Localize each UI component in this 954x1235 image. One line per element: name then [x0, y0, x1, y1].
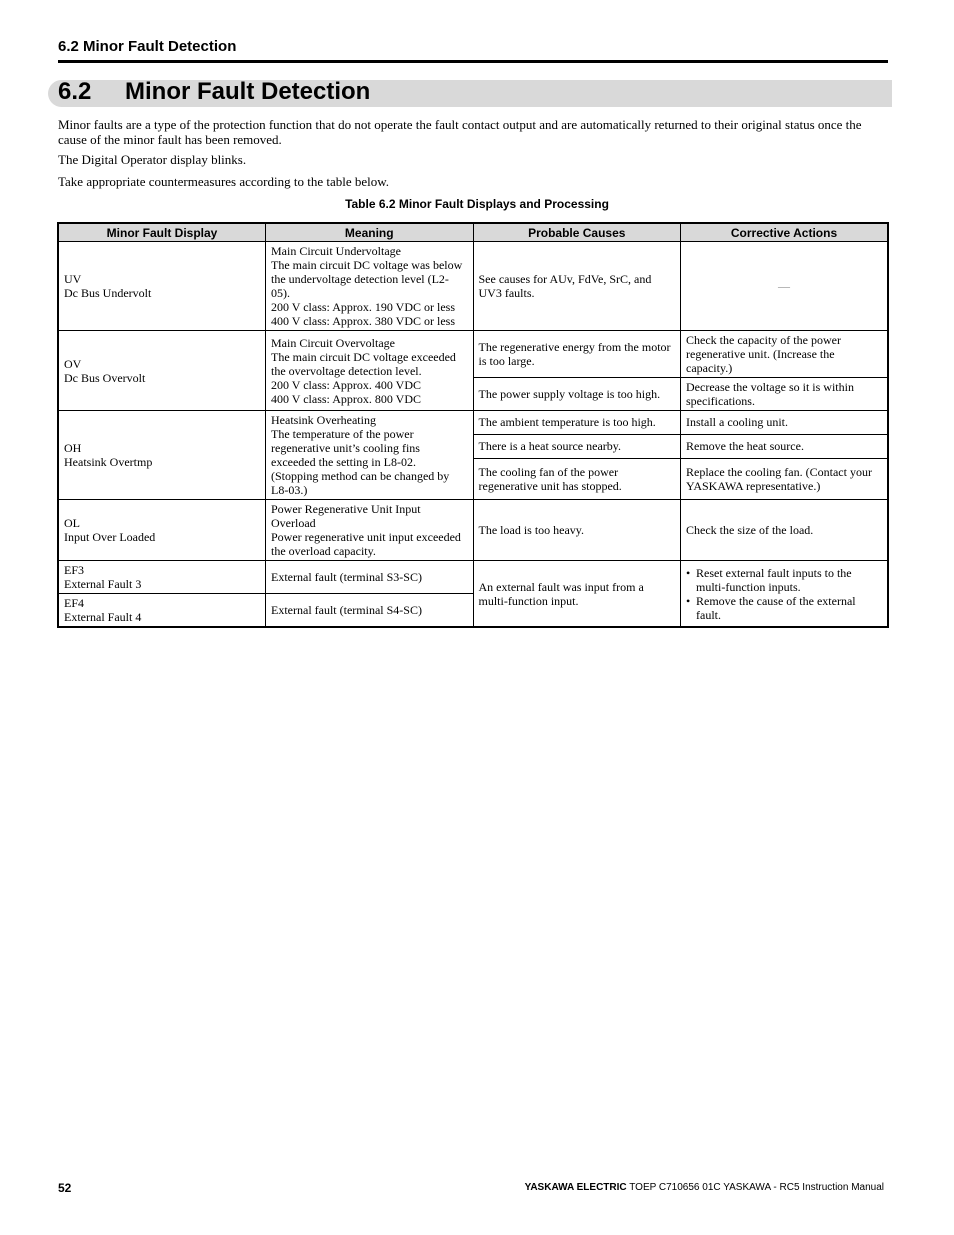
fault-display-uv: UV Dc Bus Undervolt	[58, 242, 266, 331]
table-row	[58, 500, 888, 561]
table-header-row	[58, 223, 888, 242]
table-row	[58, 561, 888, 594]
header-minor-fault-display: Minor Fault Display	[58, 223, 266, 242]
footer-brand: YASKAWA ELECTRIC	[524, 1182, 627, 1193]
list-item: • Remove the cause of the external fault.	[686, 594, 882, 622]
fault-display-ol: OL Input Over Loaded	[58, 500, 266, 561]
fault-action-oh-1: Install a cooling unit.	[681, 411, 889, 435]
fault-cause-oh-1: The ambient temperature is too high.	[473, 411, 681, 435]
header-rule	[58, 60, 888, 63]
display-paragraph: The Digital Operator display blinks.	[58, 152, 247, 167]
header-meaning: Meaning	[266, 223, 474, 242]
fault-cause-ef: An external fault was input from a multi-function input.	[473, 561, 681, 628]
fault-action-ef	[681, 561, 889, 628]
table-caption: Table 6.2 Minor Fault Displays and Processing	[345, 197, 609, 211]
fault-action-ov-2: Decrease the voltage so it is within specifications.	[681, 378, 889, 411]
header-probable-causes: Probable Causes	[473, 223, 681, 242]
section-title: Minor Fault Detection	[125, 78, 371, 105]
fault-display-ef4: EF4 External Fault 4	[58, 594, 266, 628]
table-row	[58, 242, 888, 331]
fault-action-ov-1: Check the capacity of the power regenerative unit. (Increase the capacity.)	[681, 331, 889, 378]
fault-meaning-ol: Power Regenerative Unit Input Overload Power regenerative unit input exceeded the overload capacity.	[266, 500, 474, 561]
table-row	[58, 331, 888, 378]
fault-display-ov: OV Dc Bus Overvolt	[58, 331, 266, 411]
fault-cause-uv: See causes for AUv, FdVe, SrC, and UV3 faults.	[473, 242, 681, 331]
fault-cause-ov-2: The power supply voltage is too high.	[473, 378, 681, 411]
intro-paragraph: Minor faults are a type of the protection function that do not operate the fault contact output and are automatically returned to their original status once the cause of the minor fault has been removed.	[58, 117, 862, 147]
fault-cause-oh-2: There is a heat source nearby.	[473, 434, 681, 458]
header-corrective-actions: Corrective Actions	[681, 223, 889, 242]
fault-meaning-ov: Main Circuit Overvoltage The main circuit DC voltage exceeded the overvoltage detection level. 200 V class: Approx. 400 VDC 400 V class: Approx. 800 VDC	[266, 331, 474, 411]
fault-action-oh-3: Replace the cooling fan. (Contact your YASKAWA representative.)	[681, 458, 889, 499]
fault-action-oh-2: Remove the heat source.	[681, 434, 889, 458]
fault-display-oh: OH Heatsink Overtmp	[58, 411, 266, 500]
section-number: 6.2	[58, 78, 92, 105]
fault-meaning-uv: Main Circuit Undervoltage The main circuit DC voltage was below the undervoltage detection level (L2-05). 200 V class: Approx. 190 VDC or less 400 V class: Approx. 380 VDC or less	[266, 242, 474, 331]
running-head: 6.2 Minor Fault Detection	[58, 38, 237, 55]
list-item: • Reset external fault inputs to the multi-function inputs.	[686, 566, 882, 594]
ef-action-list	[686, 566, 882, 622]
fault-meaning-ef4: External fault (terminal S4-SC)	[266, 594, 474, 628]
fault-action-ol: Check the size of the load.	[681, 500, 889, 561]
fault-display-ef3: EF3 External Fault 3	[58, 561, 266, 594]
fault-meaning-oh: Heatsink Overheating The temperature of the power regenerative unit’s cooling fins exceeded the setting in L8-02. (Stopping method can be changed by L8-03.)	[266, 411, 474, 500]
fault-cause-ol: The load is too heavy.	[473, 500, 681, 561]
fault-action-uv: —	[681, 242, 889, 331]
minor-fault-table	[57, 222, 889, 628]
table-row	[58, 411, 888, 435]
countermeasure-paragraph: Take appropriate countermeasures according to the table below.	[58, 174, 390, 189]
page-number: 52	[58, 1181, 72, 1195]
footer-doc-info	[525, 1182, 884, 1193]
footer-doc-title: TOEP C710656 01C YASKAWA - RC5 Instruction Manual	[626, 1182, 884, 1193]
fault-meaning-ef3: External fault (terminal S3-SC)	[266, 561, 474, 594]
fault-cause-oh-3: The cooling fan of the power regenerative unit has stopped.	[473, 458, 681, 499]
fault-cause-ov-1: The regenerative energy from the motor is too large.	[473, 331, 681, 378]
